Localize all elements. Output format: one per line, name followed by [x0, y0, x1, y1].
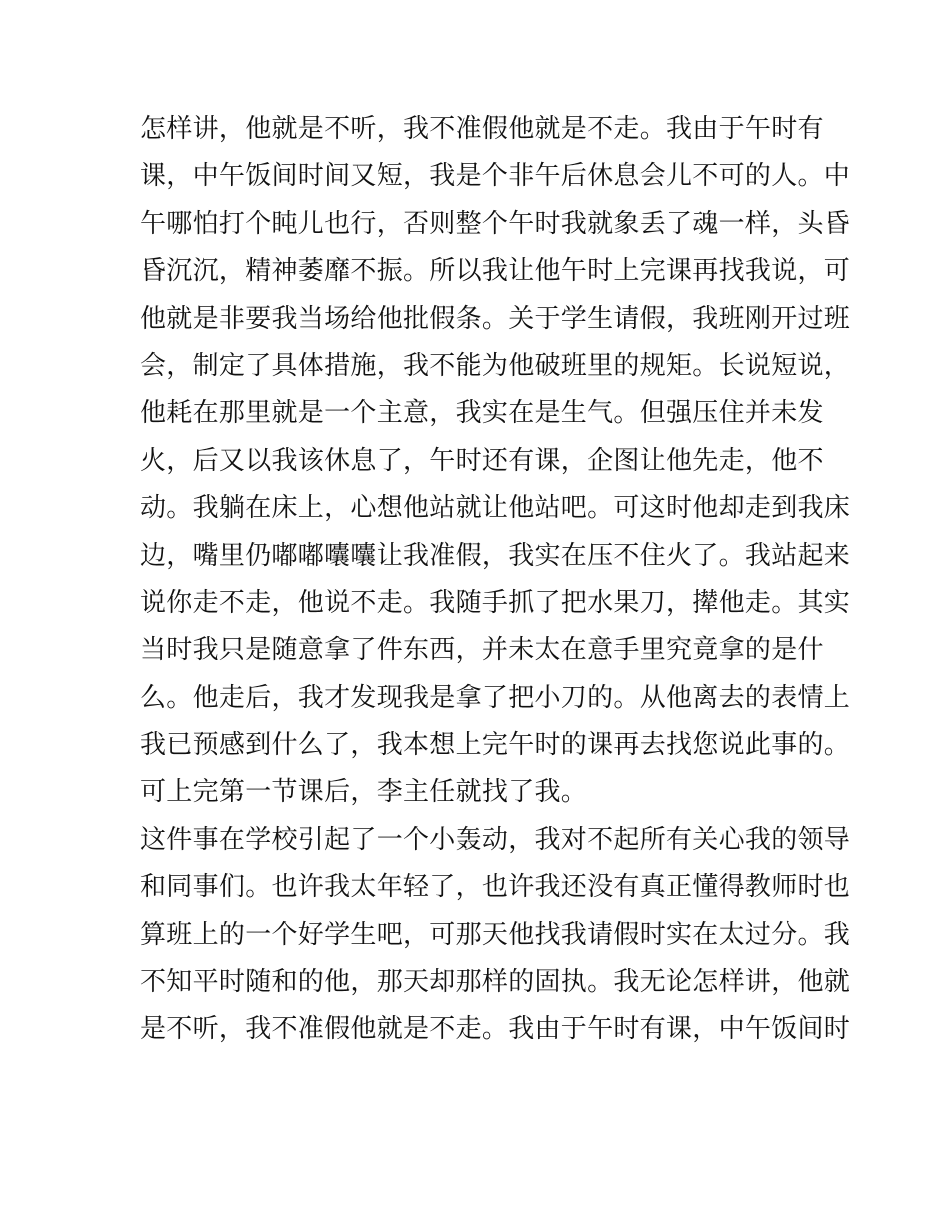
text-line: 火，后又以我该休息了，午时还有课，企图让他先走，他不	[140, 445, 824, 476]
text-line: 他就是非要我当场给他批假条。关于学生请假，我班刚开过班	[140, 303, 851, 334]
text-line: 和同事们。也许我太年轻了，也许我还没有真正懂得教师时也	[140, 872, 851, 903]
text-line: 这件事在学校引起了一个小轰动，我对不起所有关心我的领导	[140, 824, 851, 855]
text-line: 边，嘴里仍嘟嘟囔囔让我准假，我实在压不住火了。我站起来	[140, 540, 851, 571]
text-line: 算班上的一个好学生吧，可那天他找我请假时实在太过分。我	[140, 919, 851, 950]
text-line: 怎样讲，他就是不听，我不准假他就是不走。我由于午时有	[140, 114, 824, 144]
text-line: 不知平时随和的他，那天却那样的固执。我无论怎样讲，他就	[140, 967, 851, 998]
text-line: 会，制定了具体措施，我不能为他破班里的规矩。长说短说，	[140, 350, 851, 381]
text-line: 当时我只是随意拿了件东西，并未太在意手里究竟拿的是什	[140, 635, 824, 666]
text-line: 说你走不走，他说不走。我随手抓了把水果刀，撵他走。其实	[140, 587, 851, 618]
text-line: 动。我躺在床上，心想他站就让他站吧。可这时他却走到我床	[140, 493, 851, 524]
text-line: 么。他走后，我才发现我是拿了把小刀的。从他离去的表情上	[140, 682, 851, 713]
text-line: 我已预感到什么了，我本想上完午时的课再去找您说此事的。	[140, 730, 851, 761]
text-line: 昏沉沉，精神萎靡不振。所以我让他午时上完课再找我说，可	[140, 256, 851, 287]
body-text	[140, 106, 851, 1054]
text-line: 是不听，我不准假他就是不走。我由于午时有课，中午饭间时	[140, 1014, 851, 1045]
text-line: 他耗在那里就是一个主意，我实在是生气。但强压住并未发	[140, 398, 824, 429]
text-line: 可上完第一节课后，李主任就找了我。	[140, 777, 588, 808]
text-line: 午哪怕打个盹儿也行，否则整个午时我就象丢了魂一样，头昏	[140, 208, 851, 239]
text-line: 课，中午饭间时间又短，我是个非午后休息会儿不可的人。中	[140, 161, 851, 192]
